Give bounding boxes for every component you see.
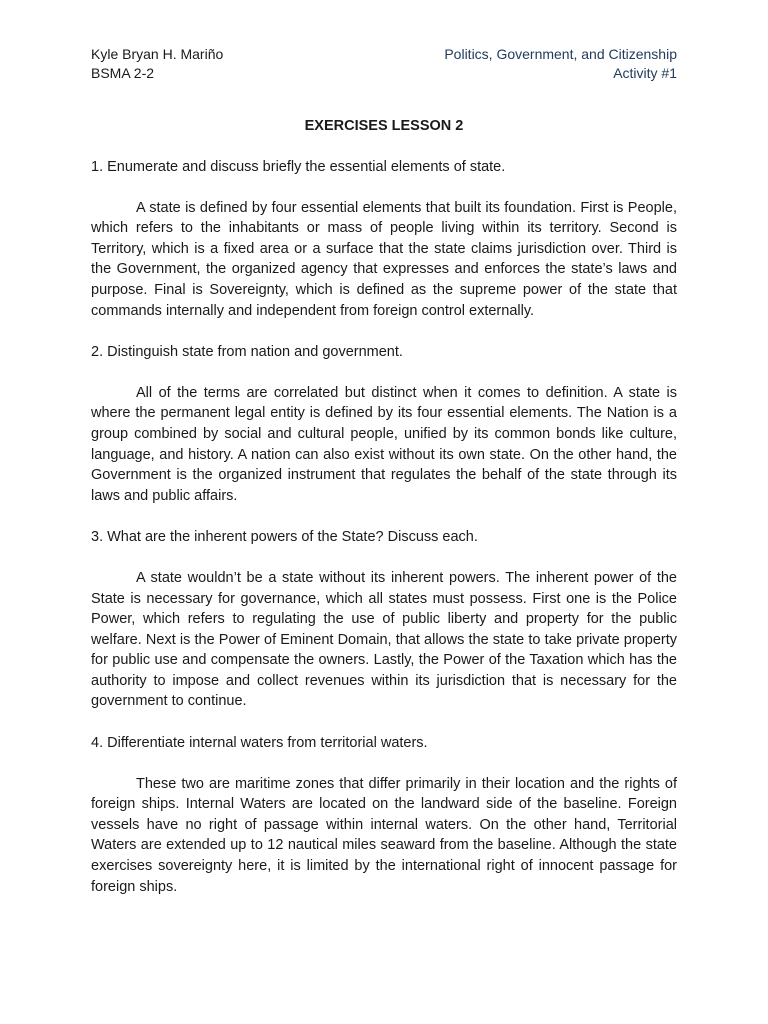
header-right [444,45,677,83]
question-2: 2. Distinguish state from nation and government. [91,344,403,361]
document-header [91,45,677,83]
question-3: 3. What are the inherent powers of the State? Discuss each. [91,529,478,546]
answer-1: A state is defined by four essential elements that built its foundation. First is People, which refers to the inhabitants or mass of people living within its territory. Second is Territory, which is a fixed area or a surface that the state claims jurisdiction over. Third is the Government, the organized agency that expresses and enforces the state’s laws and purpose. Final is Sovereignty, which is defined as the supreme power of the state that commands internally and independent from foreign control externally. [91,199,677,319]
answer-4: These two are maritime zones that differ primarily in their location and the rights of foreign ships. Internal Waters are located on the landward side of the baseline. Foreign vessels have no right of passage within internal waters. On the other hand, Territorial Waters are extended up to 12 nautical miles seaward from the baseline. Although the state exercises sovereignty here, it is limited by the international right of innocent passage for foreign ships. [91,775,677,895]
question-4: 4. Differentiate internal waters from territorial waters. [91,735,428,752]
section-label: BSMA 2-2 [91,65,155,81]
question-1: 1. Enumerate and discuss briefly the essential elements of state. [91,159,506,175]
activity-label: Activity #1 [613,65,677,81]
answer-2: All of the terms are correlated but distinct when it comes to definition. A state is where the permanent legal entity is defined by its four essential elements. The Nation is a group combined by social and cultural people, unified by its common bonds like culture, language, and history. A nation can also exist without its own state. On the other hand, the Government is the organized instrument that regulates the behalf of the state through its laws and public affairs. [91,384,677,504]
document-title: EXERCISES LESSON 2 [304,118,464,134]
header-left [91,45,223,83]
author-name: Kyle Bryan H. Mariño [91,46,224,62]
answer-3: A state wouldn’t be a state without its inherent powers. The inherent power of the State is necessary for governance, which all states must possess. First one is the Police Power, which refers to regulating the use of public liberty and property for the public welfare. Next is the Power of Eminent Domain, that allows the state to take private property for public use and compensate the owners. Lastly, the Power of the Taxation which has the authority to impose and collect revenues within its jurisdiction that is necessary for the government to continue. [91,569,677,710]
course-title: Politics, Government, and Citizenship [444,46,677,62]
